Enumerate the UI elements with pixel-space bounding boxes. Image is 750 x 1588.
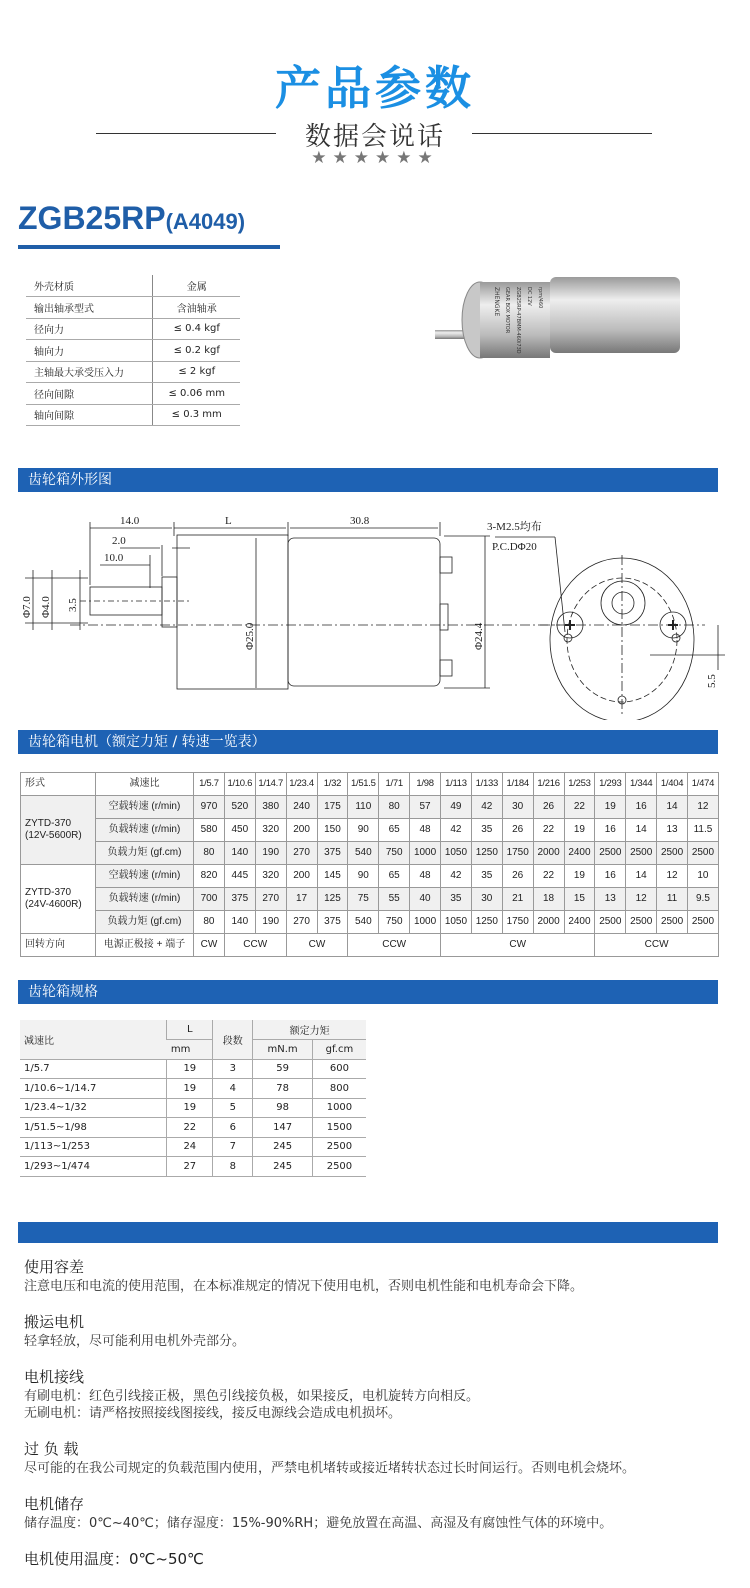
model-name: ZYTD-370 (25, 818, 72, 829)
spec-value: ≤ 0.2 kgf (153, 340, 240, 362)
value-cell: 35 (441, 888, 472, 911)
dim-10: 10.0 (104, 552, 124, 564)
section-outline-header: 齿轮箱外形图 (18, 468, 718, 492)
model-spec: (12V-5600R) (25, 830, 82, 841)
value-cell: 22 (564, 796, 595, 819)
gear-cell: 2500 (312, 1157, 366, 1177)
note-title: 过 负 载 (24, 1440, 79, 1458)
value-cell: 26 (502, 819, 533, 842)
value-cell: 580 (194, 819, 225, 842)
spec-value: 金属 (153, 275, 240, 297)
gear-cell: 1000 (312, 1098, 366, 1118)
header-mm: mm (167, 1040, 213, 1060)
row-label: 负载转速 (r/min) (96, 819, 194, 842)
value-cell: 42 (441, 819, 472, 842)
model-spec: (24V-4600R) (25, 899, 82, 910)
gear-cell: 1/293~1/474 (20, 1157, 167, 1177)
value-cell: 200 (286, 865, 317, 888)
value-cell: 15 (564, 888, 595, 911)
motor-label: ZHENGKE (493, 287, 500, 317)
value-cell: 14 (657, 796, 688, 819)
note-text: 储存温度：0℃~40℃；储存湿度：15%-90%RH；避免放置在高温、高湿及有腐蚀性气体的环境中。 (24, 1516, 613, 1531)
value-cell: 1050 (441, 842, 472, 865)
value-cell: 11 (657, 888, 688, 911)
motor-label: ZGB25RP-47BMM-460i73D (515, 287, 521, 354)
rotation-direction: CCW (224, 934, 286, 957)
value-cell: 10 (688, 865, 719, 888)
dim-phi4: Φ4.0 (40, 596, 52, 618)
model-name: ZGB25RP (18, 200, 166, 236)
value-cell: 57 (410, 796, 441, 819)
header-ratio-value: 1/71 (379, 773, 410, 796)
gear-cell: 1500 (312, 1118, 366, 1138)
gear-cell: 1/10.6~1/14.7 (20, 1079, 167, 1099)
value-cell: 970 (194, 796, 225, 819)
table-row (21, 819, 719, 842)
value-cell: 2400 (564, 842, 595, 865)
value-cell: 12 (626, 888, 657, 911)
model-variant: (A4049) (165, 209, 246, 234)
value-cell: 200 (286, 819, 317, 842)
value-cell: 175 (317, 796, 348, 819)
table-row (21, 865, 719, 888)
value-cell: 16 (595, 819, 626, 842)
table-row (20, 1079, 366, 1099)
dim-holes: 3-M2.5均布 (487, 521, 542, 533)
table-row (21, 911, 719, 934)
value-cell: 240 (286, 796, 317, 819)
header-ratio-value: 1/216 (533, 773, 564, 796)
spec-label: 轴向间隙 (26, 404, 153, 426)
gear-cell: 7 (213, 1137, 253, 1157)
table-row (20, 1118, 366, 1138)
model-title (18, 200, 245, 237)
header-mnm: mN.m (253, 1040, 313, 1060)
gear-cell: 600 (312, 1059, 366, 1079)
value-cell: 80 (194, 842, 225, 865)
note-title: 电机储存 (24, 1495, 85, 1513)
value-cell: 14 (626, 865, 657, 888)
rotation-direction: CCW (348, 934, 441, 957)
gear-cell: 19 (167, 1059, 213, 1079)
value-cell: 2500 (626, 911, 657, 934)
value-cell: 1000 (410, 911, 441, 934)
value-cell: 26 (533, 796, 564, 819)
gear-cell: 6 (213, 1118, 253, 1138)
header-ratio-value: 1/23.4 (286, 773, 317, 796)
header-gfcm: gf.cm (312, 1040, 366, 1060)
rotation-label: 回转方向 (21, 934, 96, 957)
row-label: 负载力矩 (gf.cm) (96, 842, 194, 865)
motor-body (550, 277, 680, 353)
outline-drawing (0, 500, 750, 720)
spec-value: ≤ 2 kgf (153, 361, 240, 383)
gear-cell: 1/5.7 (20, 1059, 167, 1079)
value-cell: 22 (533, 865, 564, 888)
value-cell: 2500 (595, 911, 626, 934)
spec-label: 外壳材质 (26, 275, 153, 297)
value-cell: 520 (224, 796, 255, 819)
value-cell: 190 (255, 911, 286, 934)
table-row (20, 1137, 366, 1157)
value-cell: 270 (286, 842, 317, 865)
header-form: 形式 (21, 773, 96, 796)
table-row (20, 1098, 366, 1118)
table-row (21, 773, 719, 796)
header-stages: 段数 (213, 1020, 253, 1059)
header-L: L (167, 1020, 213, 1040)
note-title: 搬运电机 (24, 1313, 85, 1331)
note-title: 电机接线 (24, 1368, 85, 1386)
value-cell: 125 (317, 888, 348, 911)
value-cell: 190 (255, 842, 286, 865)
header-ratio-value: 1/5.7 (194, 773, 225, 796)
value-cell: 270 (286, 911, 317, 934)
gear-cell: 5 (213, 1098, 253, 1118)
note-block (24, 1311, 635, 1350)
motor-label: DC 12V (526, 287, 532, 306)
gear-cell: 22 (167, 1118, 213, 1138)
value-cell: 700 (194, 888, 225, 911)
dim-phi24-4: Φ24.4 (473, 622, 485, 650)
gear-cell: 19 (167, 1098, 213, 1118)
value-cell: 35 (471, 819, 502, 842)
gear-cell: 59 (253, 1059, 313, 1079)
gear-cell: 8 (213, 1157, 253, 1177)
value-cell: 145 (317, 865, 348, 888)
header-ratio-value: 1/14.7 (255, 773, 286, 796)
spec-value: ≤ 0.06 mm (153, 383, 240, 405)
rotation-sub: 电源正极接 + 端子 (96, 934, 194, 957)
value-cell: 12 (688, 796, 719, 819)
value-cell: 750 (379, 842, 410, 865)
dim-2: 2.0 (112, 535, 126, 547)
usage-notes (24, 1256, 635, 1586)
gear-cell: 147 (253, 1118, 313, 1138)
dim-phi25: Φ25.0 (244, 622, 256, 650)
gear-cell: 800 (312, 1079, 366, 1099)
value-cell: 2000 (533, 911, 564, 934)
note-title: 电机使用温度：0℃~50℃ (24, 1550, 204, 1568)
section-gearbox-header: 齿轮箱规格 (18, 980, 718, 1004)
value-cell: 13 (595, 888, 626, 911)
motor-label: GEAR BOX MOTOR (504, 287, 510, 334)
spec-value: 含油轴承 (153, 297, 240, 319)
gear-cell: 1/23.4~1/32 (20, 1098, 167, 1118)
header-ratio-value: 1/133 (471, 773, 502, 796)
value-cell: 30 (502, 796, 533, 819)
end-view (487, 519, 725, 720)
header-ratio-value: 1/184 (502, 773, 533, 796)
value-cell: 320 (255, 819, 286, 842)
header-torque: 额定力矩 (253, 1020, 366, 1040)
dim-pcd: P.C.DΦ20 (492, 541, 537, 553)
gear-cell: 4 (213, 1079, 253, 1099)
subtitle: 数据会说话 (304, 122, 445, 152)
side-view (21, 515, 560, 689)
value-cell: 2500 (595, 842, 626, 865)
dim-L: L (225, 515, 232, 527)
table-row (26, 340, 240, 362)
value-cell: 2000 (533, 842, 564, 865)
value-cell: 270 (255, 888, 286, 911)
motor-model (21, 865, 96, 934)
table-row (26, 383, 240, 405)
table-row (21, 888, 719, 911)
motor-label: rpm/460 (537, 287, 543, 309)
row-label: 空载转速 (r/min) (96, 796, 194, 819)
spec-label: 主轴最大承受压入力 (26, 361, 153, 383)
value-cell: 445 (224, 865, 255, 888)
value-cell: 1250 (471, 842, 502, 865)
table-row (26, 297, 240, 319)
value-cell: 2500 (657, 911, 688, 934)
row-label: 负载转速 (r/min) (96, 888, 194, 911)
motor-outline (288, 538, 440, 686)
value-cell: 40 (410, 888, 441, 911)
gear-cell: 19 (167, 1079, 213, 1099)
value-cell: 140 (224, 842, 255, 865)
value-cell: 30 (471, 888, 502, 911)
value-cell: 2400 (564, 911, 595, 934)
value-cell: 14 (626, 819, 657, 842)
model-underline (18, 245, 280, 249)
value-cell: 820 (194, 865, 225, 888)
value-cell: 19 (564, 819, 595, 842)
stars-icon: ★★★★★★ (311, 148, 439, 168)
gear-cell: 3 (213, 1059, 253, 1079)
value-cell: 450 (224, 819, 255, 842)
notes-header-bar (18, 1222, 718, 1243)
note-text: 有刷电机：红色引线接正极，黑色引线接负极，如果接反，电机旋转方向相反。 (24, 1389, 480, 1404)
value-cell: 42 (471, 796, 502, 819)
dim-5-5: 5.5 (706, 674, 718, 688)
value-cell: 2500 (657, 842, 688, 865)
gearbox-spec-table (20, 1020, 366, 1177)
value-cell: 19 (595, 796, 626, 819)
page-title: 产品参数 (275, 61, 475, 115)
value-cell: 1250 (471, 911, 502, 934)
value-cell: 18 (533, 888, 564, 911)
dim-30-8: 30.8 (350, 515, 370, 527)
section-performance-header: 齿轮箱电机（额定力矩 / 转速一览表） (18, 730, 718, 754)
row-label: 空载转速 (r/min) (96, 865, 194, 888)
value-cell: 140 (224, 911, 255, 934)
motor-photo (425, 265, 695, 375)
value-cell: 90 (348, 865, 379, 888)
table-row (26, 361, 240, 383)
value-cell: 1750 (502, 842, 533, 865)
header-ratio-value: 1/113 (441, 773, 472, 796)
table-row (20, 1059, 366, 1079)
table-row (21, 842, 719, 865)
value-cell: 19 (564, 865, 595, 888)
gear-cell: 1/113~1/253 (20, 1137, 167, 1157)
gearbox-outline (177, 535, 288, 689)
gear-cell: 78 (253, 1079, 313, 1099)
value-cell: 55 (379, 888, 410, 911)
value-cell: 320 (255, 865, 286, 888)
gear-cell: 98 (253, 1098, 313, 1118)
note-block (24, 1256, 635, 1295)
value-cell: 2500 (626, 842, 657, 865)
header-ratio-value: 1/344 (626, 773, 657, 796)
value-cell: 17 (286, 888, 317, 911)
value-cell: 375 (224, 888, 255, 911)
header-ratio-value: 1/10.6 (224, 773, 255, 796)
motor-model (21, 796, 96, 865)
gear-cell: 24 (167, 1137, 213, 1157)
row-label: 负载力矩 (gf.cm) (96, 911, 194, 934)
spec-table (26, 275, 240, 426)
note-text: 注意电压和电流的使用范围，在本标准规定的情况下使用电机，否则电机性能和电机寿命会下降。 (24, 1279, 584, 1294)
table-row (21, 934, 719, 957)
value-cell: 375 (317, 842, 348, 865)
gear-cell: 245 (253, 1137, 313, 1157)
value-cell: 540 (348, 842, 379, 865)
value-cell: 26 (502, 865, 533, 888)
value-cell: 16 (626, 796, 657, 819)
model-name: ZYTD-370 (25, 887, 72, 898)
value-cell: 13 (657, 819, 688, 842)
value-cell: 49 (441, 796, 472, 819)
spec-label: 径向间隙 (26, 383, 153, 405)
value-cell: 750 (379, 911, 410, 934)
note-title: 使用容差 (24, 1258, 85, 1276)
value-cell: 80 (379, 796, 410, 819)
note-block (24, 1548, 635, 1570)
spec-value: ≤ 0.3 mm (153, 404, 240, 426)
gear-cell: 245 (253, 1157, 313, 1177)
note-text: 尽可能的在我公司规定的负载范围内使用，严禁电机堵转或接近堵转状态过长时间运行。否则电机会烧坏。 (24, 1461, 636, 1476)
header-ratio-value: 1/253 (564, 773, 595, 796)
performance-table (20, 772, 719, 957)
value-cell: 22 (533, 819, 564, 842)
spec-value: ≤ 0.4 kgf (153, 318, 240, 340)
rotation-direction: CW (194, 934, 225, 957)
table-row (26, 404, 240, 426)
gear-cell: 1/51.5~1/98 (20, 1118, 167, 1138)
rotation-direction: CW (441, 934, 595, 957)
gear-cell: 27 (167, 1157, 213, 1177)
dim-14: 14.0 (120, 515, 140, 527)
value-cell: 42 (441, 865, 472, 888)
value-cell: 2500 (688, 842, 719, 865)
value-cell: 48 (410, 865, 441, 888)
rotation-direction: CW (286, 934, 348, 957)
note-block (24, 1438, 635, 1477)
header-ratio-value: 1/474 (688, 773, 719, 796)
value-cell: 90 (348, 819, 379, 842)
value-cell: 65 (379, 819, 410, 842)
value-cell: 380 (255, 796, 286, 819)
header-ratio: 减速比 (96, 773, 194, 796)
note-text: 轻拿轻放，尽可能利用电机外壳部分。 (24, 1334, 246, 1349)
value-cell: 48 (410, 819, 441, 842)
value-cell: 75 (348, 888, 379, 911)
note-text: 无刷电机：请严格按照接线图接线，接反电源线会造成电机损坏。 (24, 1406, 402, 1421)
gear-cell: 2500 (312, 1137, 366, 1157)
value-cell: 9.5 (688, 888, 719, 911)
value-cell: 35 (471, 865, 502, 888)
value-cell: 11.5 (688, 819, 719, 842)
header-ratio-value: 1/32 (317, 773, 348, 796)
rotation-direction: CCW (595, 934, 719, 957)
value-cell: 375 (317, 911, 348, 934)
spec-label: 输出轴承型式 (26, 297, 153, 319)
value-cell: 150 (317, 819, 348, 842)
value-cell: 16 (595, 865, 626, 888)
header-ratio-value: 1/51.5 (348, 773, 379, 796)
dim-phi7: Φ7.0 (21, 596, 33, 618)
value-cell: 80 (194, 911, 225, 934)
spec-label: 径向力 (26, 318, 153, 340)
table-row (21, 796, 719, 819)
dim-3-5: 3.5 (67, 598, 79, 612)
value-cell: 110 (348, 796, 379, 819)
header-ratio-value: 1/404 (657, 773, 688, 796)
header-ratio-value: 1/293 (595, 773, 626, 796)
value-cell: 65 (379, 865, 410, 888)
spec-label: 轴向力 (26, 340, 153, 362)
value-cell: 1750 (502, 911, 533, 934)
table-row (26, 275, 240, 297)
note-block (24, 1493, 635, 1532)
note-block (24, 1366, 635, 1422)
value-cell: 21 (502, 888, 533, 911)
value-cell: 12 (657, 865, 688, 888)
value-cell: 540 (348, 911, 379, 934)
value-cell: 1000 (410, 842, 441, 865)
value-cell: 1050 (441, 911, 472, 934)
value-cell: 2500 (688, 911, 719, 934)
table-row (20, 1157, 366, 1177)
table-row (26, 318, 240, 340)
header-ratio: 减速比 (20, 1020, 167, 1059)
header-ratio-value: 1/98 (410, 773, 441, 796)
